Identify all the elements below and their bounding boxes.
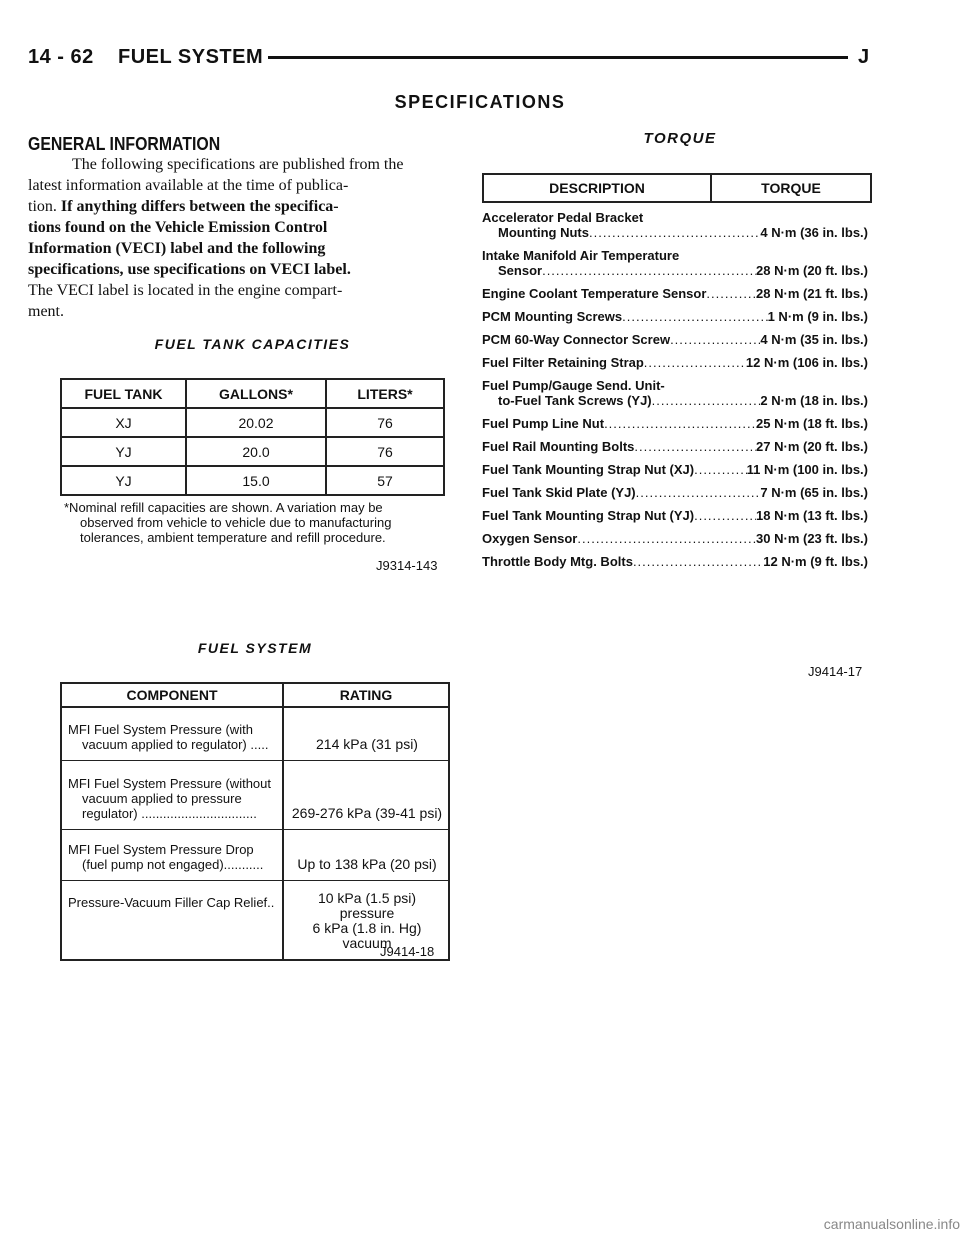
fuel-system-title: FUEL SYSTEM xyxy=(197,640,313,656)
table-cell: 76 xyxy=(326,408,444,437)
list-item xyxy=(482,554,868,569)
component-line: (fuel pump not engaged)........... xyxy=(82,857,264,872)
rating-line: 6 kPa (1.8 in. Hg) vacuum xyxy=(312,920,422,951)
torque-list xyxy=(482,210,868,577)
page-header-label: 14 - 62 FUEL SYSTEM xyxy=(28,46,264,68)
torque-value: 18 N·m (13 ft. lbs.) xyxy=(756,508,868,523)
table-cell: 57 xyxy=(326,466,444,495)
table-row xyxy=(61,408,444,437)
list-item xyxy=(482,378,868,408)
fuel-system-table xyxy=(60,682,450,961)
torque-value: 12 N·m (9 ft. lbs.) xyxy=(763,554,868,569)
gen-line: tion. xyxy=(28,198,57,215)
gen-line-bold: If anything differs between the specifica- xyxy=(60,198,339,215)
table-row xyxy=(61,437,444,466)
gen-line-bold: tions found on the Vehicle Emission Control xyxy=(28,219,328,236)
header-letter: J xyxy=(858,46,870,68)
column-header: TORQUE xyxy=(761,180,821,196)
table-cell: YJ xyxy=(61,437,186,466)
column-header: DESCRIPTION xyxy=(483,174,711,202)
note-line: *Nominal refill capacities are shown. A variation may be xyxy=(64,500,383,515)
list-item xyxy=(482,439,868,454)
rating-cell: 269-276 kPa (39-41 psi) xyxy=(283,761,449,830)
torque-label: Throttle Body Mtg. Bolts xyxy=(482,554,633,569)
torque-label: Engine Coolant Temperature Sensor xyxy=(482,286,707,301)
figure-id: J9414-18 xyxy=(380,944,435,959)
gen-line: The VECI label is located in the engine compart- xyxy=(28,282,343,299)
column-header: GALLONS* xyxy=(186,379,326,408)
component-line: MFI Fuel System Pressure (without xyxy=(68,776,271,791)
list-item xyxy=(482,485,868,500)
table-row xyxy=(61,761,449,830)
torque-label: Fuel Rail Mounting Bolts xyxy=(482,439,635,454)
gen-line: The following specifications are published from the xyxy=(72,156,404,173)
rating-cell: 214 kPa (31 psi) xyxy=(316,736,418,752)
list-item xyxy=(482,531,868,546)
table-row xyxy=(61,707,449,761)
list-item xyxy=(482,416,868,431)
table-header-row xyxy=(61,379,444,408)
list-item xyxy=(482,248,868,278)
table-row xyxy=(61,830,449,881)
torque-label: Fuel Tank Skid Plate (YJ) xyxy=(482,485,636,500)
list-item xyxy=(482,309,868,324)
watermark-footer: carmanualsonline.info xyxy=(823,1216,960,1232)
table-cell: 20.02 xyxy=(186,408,326,437)
table-row xyxy=(61,466,444,495)
table-cell: XJ xyxy=(61,408,186,437)
component-line: Pressure-Vacuum Filler Cap Relief.. xyxy=(68,895,275,910)
torque-label-top: Intake Manifold Air Temperature xyxy=(482,248,680,263)
list-item xyxy=(482,210,868,240)
component-cell xyxy=(61,830,283,881)
column-header: RATING xyxy=(283,683,449,707)
gen-line-bold: specifications, use specifications on VECI label. xyxy=(28,261,351,278)
rating-cell: Up to 138 kPa (20 psi) xyxy=(283,830,449,881)
torque-value: 2 N·m (18 in. lbs.) xyxy=(760,393,868,408)
note-line: tolerances, ambient temperature and refill procedure. xyxy=(80,530,386,545)
torque-label: PCM 60-Way Connector Screw xyxy=(482,332,671,347)
table-cell: 76 xyxy=(326,437,444,466)
component-cell xyxy=(61,761,283,830)
torque-value: 1 N·m (9 in. lbs.) xyxy=(767,309,868,324)
component-line: MFI Fuel System Pressure Drop xyxy=(68,842,254,857)
fuel-tank-capacities-title: FUEL TANK CAPACITIES xyxy=(154,336,351,352)
figure-id: J9314-143 xyxy=(376,558,438,573)
general-information-heading: GENERAL INFORMATION xyxy=(28,134,221,154)
general-information-body xyxy=(28,154,454,322)
torque-label: Sensor xyxy=(498,263,543,278)
torque-title: TORQUE xyxy=(643,130,717,147)
list-item xyxy=(482,508,868,523)
torque-value: 7 N·m (65 in. lbs.) xyxy=(760,485,868,500)
component-line: regulator) ................................ xyxy=(82,806,257,821)
torque-label: PCM Mounting Screws xyxy=(482,309,623,324)
component-line: vacuum applied to regulator) ..... xyxy=(82,737,269,752)
list-item xyxy=(482,332,868,347)
rating-line: 10 kPa (1.5 psi) pressure xyxy=(317,890,417,921)
torque-label-top: Fuel Pump/Gauge Send. Unit- xyxy=(482,378,665,393)
torque-value: 27 N·m (20 ft. lbs.) xyxy=(756,439,868,454)
torque-value: 28 N·m (20 ft. lbs.) xyxy=(756,263,868,278)
torque-label: Fuel Tank Mounting Strap Nut (XJ) xyxy=(482,462,695,477)
torque-label-top: Accelerator Pedal Bracket xyxy=(482,210,644,225)
torque-label: Oxygen Sensor xyxy=(482,531,578,546)
component-cell xyxy=(61,881,283,961)
list-item xyxy=(482,286,868,301)
fuel-tank-capacities-table xyxy=(60,378,445,496)
table-cell: YJ xyxy=(61,466,186,495)
header-rule xyxy=(268,56,848,59)
torque-value: 4 N·m (35 in. lbs.) xyxy=(760,332,868,347)
component-line: MFI Fuel System Pressure (with xyxy=(68,722,253,737)
list-item xyxy=(482,355,868,370)
torque-label: to-Fuel Tank Screws (YJ) xyxy=(498,393,652,408)
gen-line: latest information available at the time of publica- xyxy=(28,177,349,194)
torque-value: 4 N·m (36 in. lbs.) xyxy=(760,225,868,240)
page-title: SPECIFICATIONS xyxy=(394,92,566,112)
list-item xyxy=(482,462,868,477)
component-cell xyxy=(61,707,283,761)
torque-value: 12 N·m (106 in. lbs.) xyxy=(745,355,868,370)
table-header-row xyxy=(483,174,871,202)
torque-label: Mounting Nuts xyxy=(498,225,589,240)
component-line: vacuum applied to pressure xyxy=(82,791,242,806)
torque-label: Fuel Tank Mounting Strap Nut (YJ) xyxy=(482,508,695,523)
torque-label: Fuel Filter Retaining Strap xyxy=(482,355,644,370)
torque-value: 30 N·m (23 ft. lbs.) xyxy=(756,531,868,546)
torque-table-header xyxy=(482,173,872,203)
torque-value: 11 N·m (100 in. lbs.) xyxy=(746,462,868,477)
table-cell: 20.0 xyxy=(186,437,326,466)
gen-line-bold: Information (VECI) label and the following xyxy=(28,240,326,257)
figure-id: J9414-17 xyxy=(808,664,863,679)
table-cell: 15.0 xyxy=(186,466,326,495)
fuel-tank-note xyxy=(64,500,444,545)
gen-line: ment. xyxy=(28,303,64,320)
torque-value: 25 N·m (18 ft. lbs.) xyxy=(756,416,868,431)
column-header: LITERS* xyxy=(326,379,444,408)
note-line: observed from vehicle to vehicle due to manufacturing xyxy=(80,515,392,530)
torque-label: Fuel Pump Line Nut xyxy=(482,416,605,431)
table-header-row xyxy=(61,683,449,707)
column-header: COMPONENT xyxy=(61,683,283,707)
column-header: FUEL TANK xyxy=(61,379,186,408)
torque-value: 28 N·m (21 ft. lbs.) xyxy=(756,286,868,301)
